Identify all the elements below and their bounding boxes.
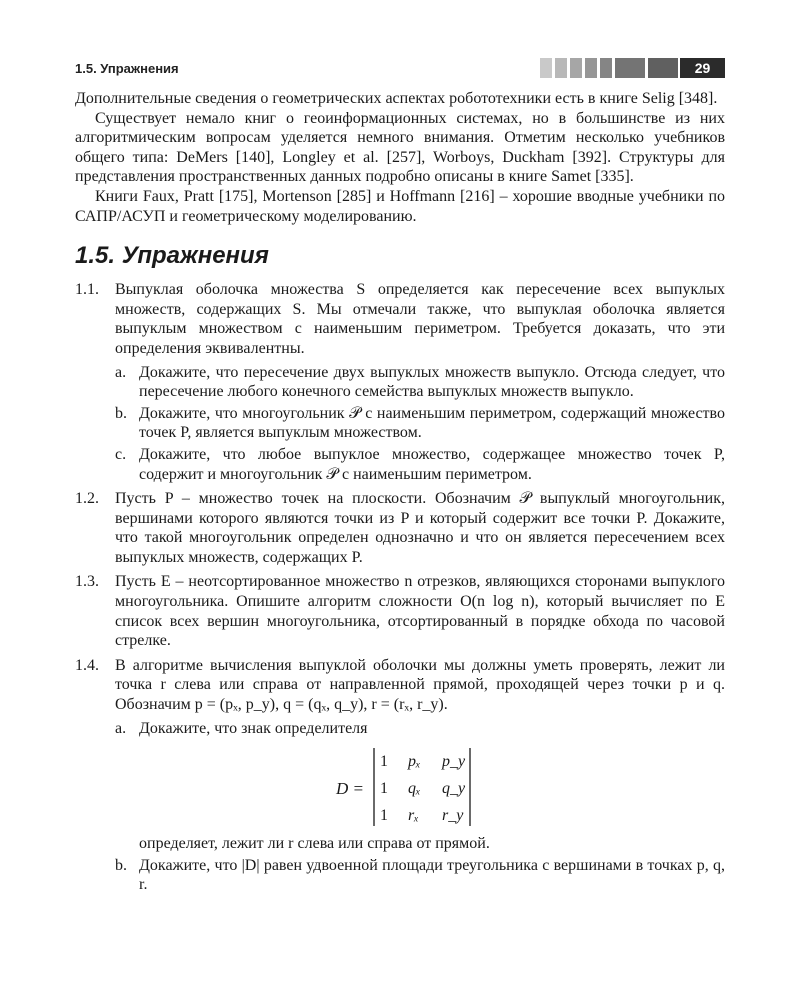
page-number: 29 [694,60,711,76]
intro-paragraph: Книги Faux, Pratt [175], Mortenson [285] и Hoffmann [216] – хорошие вводные учебники по САПР/АСУП и геометрическому моделированию. [75,187,725,225]
exercise-text: Пусть E – неотсортированное множество n отрезков, являющихся сторонами выпуклого многоугольника. Опишите алгоритм сложности O(n log n), который вычисляет по E список всех вершин многоугольника, отсортированный в порядке обхода по часовой стрелке. [115,573,725,650]
page-number-box [680,58,725,78]
item-letter: a. [115,719,127,737]
exercise-number: 1.3. [75,573,99,591]
header-bar [615,58,645,78]
exercise-text: В алгоритме вычисления выпуклой оболочки мы должны уметь проверять, лежит ли точка r слева или справа от направленной прямой, проходящей через точки p и q. Обозначим p = (pₓ, p_y), q = (qₓ, q_y), r = (rₓ, r_y). [115,656,726,714]
exercise-number: 1.1. [75,281,99,299]
exercise-1-4-b [75,856,725,895]
exercise-1-1 [75,280,725,358]
exercise-1-4-a [75,719,725,739]
header-bar [648,58,678,78]
matrix-cell: pₓ [408,753,421,771]
matrix-cell: q_y [442,780,466,798]
exercise-number: 1.2. [75,490,99,508]
exercise-text: Пусть P – множество точек на плоскости. Обозначим 𝒫 выпуклый многоугольник, вершинами которого являются точки из P и который содержит все точки P. Докажите, что такой многоугольник определен однозначно и что он является пересечением всех выпуклых множеств, содержащих P. [115,490,725,566]
section-heading: 1.5. Упражнения [75,242,269,270]
determinant-matrix [330,746,480,830]
item-text: Докажите, что любое выпуклое множество, содержащее множество точек P, содержит и многоугольник 𝒫 с наименьшим периметром. [139,445,725,483]
exercise-1-2 [75,489,725,567]
running-section-title: 1.5. Упражнения [75,61,179,76]
matrix-cell: 1 [380,780,388,798]
matrix-cell: r_y [442,807,464,825]
header-bar [600,58,612,78]
header-bar [570,58,582,78]
intro-paragraph: Дополнительные сведения о геометрических аспектах робототехники есть в книге Selig [348]. [75,90,718,107]
page-content [75,89,725,895]
exercise-1-3 [75,572,725,650]
exercise-1-1-a [75,363,725,402]
item-text: Докажите, что многоугольник 𝒫 с наименьшим периметром, содержащий множество точек P, является выпуклым множеством. [139,404,725,442]
determinant-lhs: D = [336,779,364,799]
intro-paragraph: Существует немало книг о геоинформационных системах, но в большинстве из них алгоритмическим вопросам уделяется немного внимания. Отметим несколько учебников общего типа: DeMers [140], Longley et al. [257], Worboys, Duckham [392]. Структуры для представления пространственных данных подробно описаны в книге Samet [335]. [75,109,725,186]
exercise-1-1-b [75,404,725,443]
item-letter: c. [115,445,127,463]
item-letter: b. [115,856,127,874]
determinant-formula [75,746,725,830]
matrix-cell: rₓ [408,807,419,825]
header-bar [555,58,567,78]
exercise-1-4 [75,656,725,715]
item-letter: a. [115,363,127,381]
matrix-cell: p_y [442,753,466,771]
matrix-cell: 1 [380,753,388,771]
after-matrix-text: определяет, лежит ли r слева или справа от прямой. [139,835,490,853]
header-bar [585,58,597,78]
matrix-cell: 1 [380,807,388,825]
item-text: Докажите, что |D| равен удвоенной площади треугольника с вершинами в точках p, q, r. [139,856,725,894]
running-head [75,58,725,80]
exercise-number: 1.4. [75,656,99,674]
exercise-text: Выпуклая оболочка множества S определяется как пересечение всех выпуклых множеств, содержащих S. Мы отмечали также, что выпуклая оболочка является выпуклым множеством с наименьшим периметром. Требуется доказать, что эти определения эквивалентны. [115,281,725,357]
matrix-cell: qₓ [408,780,421,798]
header-bar [540,58,552,78]
exercise-1-1-c [75,445,725,484]
item-letter: b. [115,404,127,422]
item-text: Докажите, что знак определителя [139,719,368,737]
item-text: Докажите, что пересечение двух выпуклых множеств выпукло. Отсюда следует, что пересечение любого конечного семейства выпуклых множеств выпукло. [139,363,725,401]
